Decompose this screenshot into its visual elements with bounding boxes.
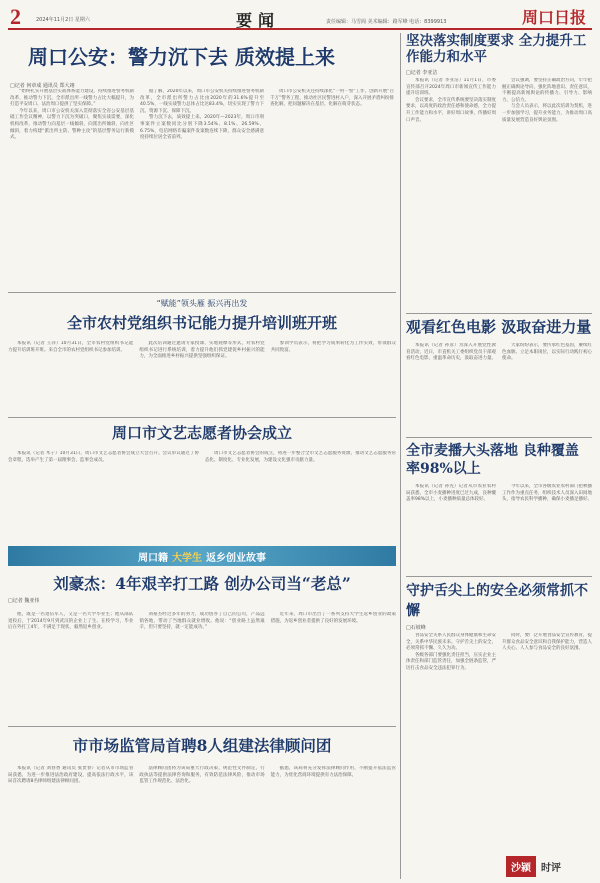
right-story-red-film [406,316,592,426]
story-entrepreneur [8,568,396,723]
paragraph: 警力沉下去，质效提上来。2020年—2023年，周口市刑事案件立案数同比分别下降3.54%、8.1%、26.59%、6.75%，电信网络诈骗案件发案数连续下降，群众安全感满意度持续位居全省前列。 [140,115,264,141]
lead-story-body [10,89,394,289]
story-headline[interactable]: 市市场监管局首聘8人组建法律顾问团 [72,736,332,755]
page-number: 2 [10,4,21,29]
paragraph: 他，既是一名退伍军人，又是一名大学毕业生；他从部队退役后，于2014年9月到武汉的企业上了生、在校学习，毕业后在外打工4年，不满足于现状，毅然返乡创业。 [8,612,134,631]
lead-story-headline[interactable]: 周口公安：警力沉下去 质效提上来 [28,45,335,69]
story-divider [8,292,396,293]
paragraph: 同时，要广泛开展食品安全宣传教育，提升群众食品安全意识和自我保护能力，营造人人关心、人人参与食品安全的良好氛围。 [502,633,592,652]
column-tag [506,855,592,877]
masthead [8,6,592,30]
column-divider [400,33,401,879]
paragraph: 本报讯（记者 王萍）10月31日，全市农村党组织书记能力提升培训班开班。来自全市的农村党组织书记参加培训。 [8,341,134,353]
feature-banner [8,546,396,566]
issue-date: 2024年11月2日 星期六 [36,17,90,23]
story-divider [406,313,592,314]
paragraph: 本报讯（记者 孙先）记者从市农业农村局获悉，全市小麦播种进度已过九成，良种覆盖率98%以上，小麦播种质量总体较好。 [406,484,496,503]
lead-story-byline: □记者 何章成 通讯员 郑大翊 [10,83,75,89]
story-divider [8,417,396,418]
commentary-story [406,580,592,880]
story-divider [406,576,592,577]
story-divider [406,437,592,438]
right-story-wheat [406,442,592,572]
column-tag-name: 时评 [541,862,561,874]
paper-logo: 周口日报 [521,8,586,27]
column-tag-brand: 沙颍 [506,856,536,877]
right-story-headline[interactable]: 观看红色电影 汲取奋进力量 [406,318,592,336]
paragraph: 据悉，该局将充分发挥法律顾问作用，不断提升依法监管能力，为优化营商环境提供有力法治保障。 [270,766,396,778]
banner-highlight: 大学生 [172,552,202,564]
paragraph: 本报讯（记者 孙彦）为深入开展党性教育活动，近日，市直机关工委组织党员干部观看红色电影，重温革命历史，汲取奋进力量。 [406,343,496,362]
paragraph: 刘豪杰经过多年的努力，成功创办了自己的公司，产品远销各地，带动了当地群众就业增收。他说：“创业路上虽然艰辛，但只要坚持，就一定能成功。” [139,612,265,631]
right-story-headline[interactable]: 全市麦播大头落地 良种覆盖率98%以上 [406,443,579,477]
story-kicker: “赋能”领头雁 振兴再出发 [156,299,248,308]
paragraph: 此次培训通过邀请专家授课、实地观摩等形式，对农村党组织书记进行系统培训，着力提升他们抓党建促乡村振兴的能力，为全面推进乡村振兴提供坚强组织保证。 [139,341,265,360]
paragraph: 本报讯（记者 木子）10月31日，周口市文艺志愿者协会成立大会召开。会议审议通过了协会章程，选举产生了第一届理事会、监事会成员。 [8,451,199,463]
paragraph: 会议要求，全市宣传系统要坚决落实制度要求，以高度的政治责任感和使命感，全力提升工作能力和水平，讲好周口故事，传播好周口声音。 [406,97,496,123]
paragraph: 法律顾问团将为该局重大行政决策、规范性文件制定、行政执法等提供法律咨询和服务，有效防范法律风险，推动市场监管工作规范化、法治化。 [139,766,265,785]
right-story-training [406,33,592,313]
paragraph: 本报讯（记者 李亚洁）11月1日，市委宣传部召开2024年周口市新闻宣传工作能力提升培训班。 [406,78,496,97]
story-legal-advisors [8,728,396,878]
right-story-byline: □记者 李亚洁 [406,70,438,76]
paragraph: 各级各部门要强化责任担当，压实企业主体责任和部门监管责任，加强全链条监管，严厉打击食品安全违法犯罪行为。 [406,652,496,671]
paragraph: 周口市文艺志愿者协会的成立，将进一步整合全市文艺志愿服务资源，推动文艺志愿服务常态化、制度化、专业化发展，为建设文化强市贡献力量。 [205,451,396,463]
story-headline[interactable]: 全市农村党组织书记能力提升培训班开班 [66,314,337,332]
banner-prefix: 周口籍 [138,552,168,564]
paragraph: “始终扎实开展基层实战体系能力建设，持续推进警务机制改革，推动警力下沉，全市派出所一线警力占比大幅提升，为打造平安周口、法治周口提供了坚实保障。” [10,89,134,108]
paragraph: 与会人员表示，将以此次培训为契机，进一步加强学习，提升业务能力，为推动周口高质量发展营造良好舆论氛围。 [502,104,592,123]
story-headline[interactable]: 刘豪杰：4年艰辛打工路 创办公司当“老总” [53,574,351,593]
story-headline[interactable]: 周口市文艺志愿者协会成立 [111,424,292,442]
story-volunteers [8,420,396,542]
paragraph: 本报讯（记者 刘春香 通讯员 张贵春）记者从市市场监管局获悉，为进一步推进法治政府建设，提高依法行政水平，该局首次聘请8名律师组建法律顾问团。 [8,766,134,785]
paragraph: 会议强调，要坚持正确政治方向，牢牢把握正确舆论导向，强化阵地意识、责任意识，不断提高新闻舆论的传播力、引导力、影响力、公信力。 [502,78,592,103]
commentary-headline[interactable]: 守护舌尖上的安全必须常抓不懈 [406,583,588,619]
paragraph: 据了解，2020年以来，周口市公安机关持续推进警务机制改革，全市派出所警力占比由2020年的31.6%提升至40.5%，一线实战警力总体占比达83.4%，切实实现了警力下沉、资源下沉、保障下沉。 [140,89,264,114]
story-byline: □记者 魏亚伟 [8,598,40,604]
paragraph: 近年来，周口市出台了一系列支持大学生返乡创业的政策措施，为返乡创业者提供了良好的发展环境。 [270,612,396,624]
paragraph: 大家纷纷表示，要传承红色基因，赓续红色血脉，立足本职岗位，以实际行动践行初心使命。 [502,343,592,362]
right-story-headline[interactable]: 坚决落实制度要求 全力提升工作能力和水平 [406,33,587,65]
editor-credits: 责任编辑：马雪阁 美术编辑：路军峰 电话：8399913 [326,19,447,25]
paragraph: 周口市公安机关还持续深化“一村一警”工作，创新开展“百千万”警务工程，推动社区民警进村入户，深入开展矛盾纠纷排查化解，把问题解决在基层、化解在萌芽状态。 [270,89,394,108]
commentary-byline: □石坡峰 [406,625,426,631]
story-party-training [8,296,396,414]
lead-story [8,33,396,288]
paragraph: 今年以来，周口市公安机关深入贯彻落实全省公安基层基础工作会议精神，以警力下沉为突破口，聚焦实战需要，深化机构改革，推动警力向基层一线倾斜，向派出所倾斜，向社区倾斜，着力构建“派出所主防、警种主攻”的基层警务运行新模式。 [10,108,134,141]
paragraph: 今年以来，全市各级农业农村部门把秋播工作作为重点任务，组织技术人员深入田间地头，指导农民科学播种，确保小麦播足播好。 [502,484,592,503]
paragraph: 食品安全关系人民群众身体健康和生命安全，关系中华民族未来。守护舌尖上的安全，必须常抓不懈、久久为功。 [406,633,496,652]
section-title: 要闻 [236,13,281,30]
banner-suffix: 返乡创业故事 [206,552,266,564]
paragraph: 参训学员表示，将把学习成果转化为工作实效，带领群众共同致富。 [270,341,396,353]
